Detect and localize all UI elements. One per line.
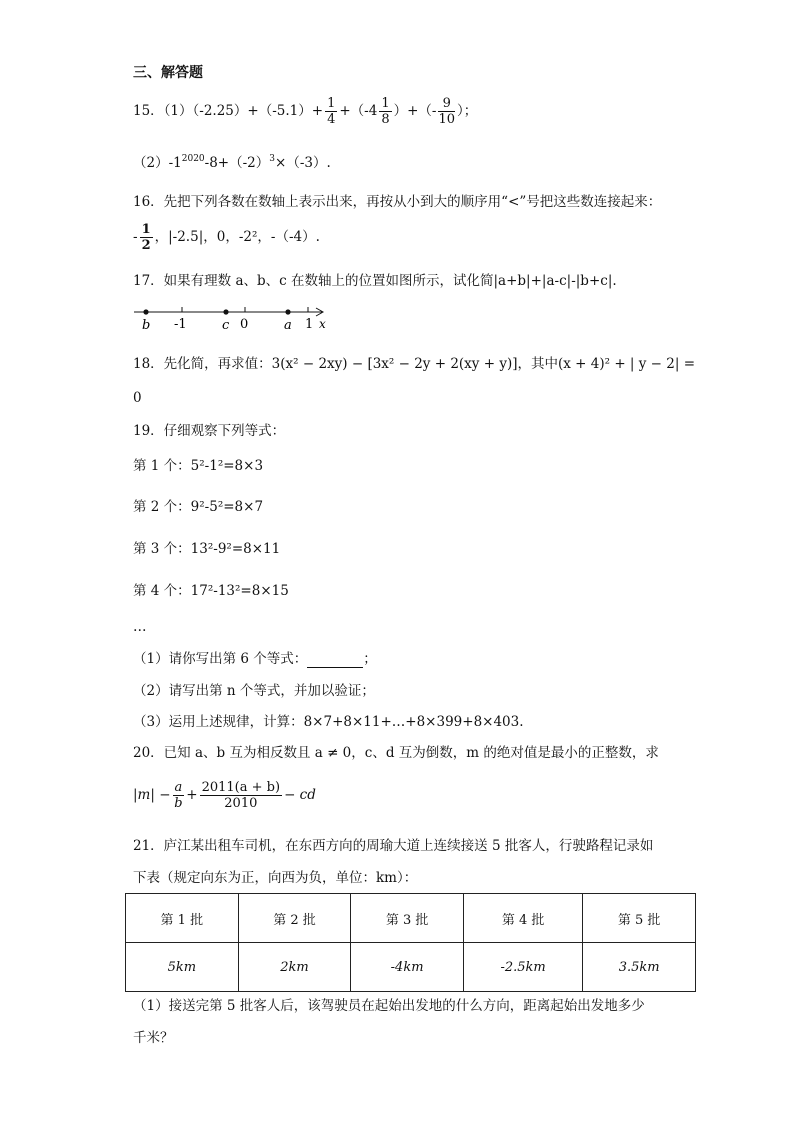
q19-line-4: 第 4 个：17²-13²=8×15 xyxy=(133,583,289,599)
q19-sub3: （3）运用上述规律，计算：8×7+8×11+…+8×399+8×403. xyxy=(133,714,524,730)
label-c: c xyxy=(222,318,230,333)
q21-sub1-line-1: （1）接送完第 5 批客人后，该驾驶员在起始出发地的什么方向，距离起始出发地多少 xyxy=(133,998,645,1014)
q19-ellipsis: … xyxy=(133,619,147,635)
q19-line-2: 第 2 个：9²-5²=8×7 xyxy=(133,499,264,515)
label-zero: 0 xyxy=(240,317,249,332)
q15-part1-c: ）+（- xyxy=(393,103,437,119)
header-cell: 第 4 批 xyxy=(463,894,582,943)
answer-blank[interactable] xyxy=(307,654,363,668)
q17-text: 17．如果有理数 a、b、c 在数轴上的位置如图所示，试化简|a+b|+|a-c|-|b+c|. xyxy=(133,273,617,289)
label-one: 1 xyxy=(305,317,314,332)
q15-part1-a: （1）（-2.25）+（-5.1）+ xyxy=(163,103,324,119)
header-cell: 第 1 批 xyxy=(126,894,239,943)
q17-number-line xyxy=(130,300,340,334)
header-cell: 第 3 批 xyxy=(351,894,464,943)
value-cell: -4km xyxy=(351,943,464,992)
q20-text: 20．已知 a、b 互为相反数且 a ≠ 0，c、d 互为倒数，m 的绝对值是最小的正整数，求 xyxy=(133,745,659,761)
value-cell: 2km xyxy=(238,943,351,992)
q15-fraction-1: $\frac{1}{4}$ xyxy=(327,96,336,127)
label-x: x xyxy=(319,317,326,331)
value-cell: 3.5km xyxy=(583,943,696,992)
q15-part1-b: +（-4 xyxy=(339,103,378,119)
label-minus-one: -1 xyxy=(174,317,187,332)
q20-fraction-2: $\frac{2011(a + b)}{2010}$ xyxy=(201,780,281,811)
q20-expression: |m| − $\frac{a}{b}$ + $\frac{2011(a + b)}{2010}$ − cd xyxy=(133,780,316,811)
q21-line-2: 下表（规定向东为正，向西为负，单位：km）： xyxy=(133,870,418,886)
header-cell: 第 5 批 xyxy=(583,894,696,943)
q15-part1 xyxy=(133,96,477,127)
value-cell: 5km xyxy=(126,943,239,992)
q15-fraction-3: $\frac{9}{10}$ xyxy=(438,96,456,127)
q15-fraction-2: $\frac{1}{8}$ xyxy=(381,96,390,127)
q19-title: 19．仔细观察下列等式： xyxy=(133,423,286,439)
q18-text: 18．先化简，再求值：3(x² − 2xy) − [3x² − 2y + 2(xy + y)]，其中(x + 4)² + | y − 2| = xyxy=(133,356,696,372)
q15-number: 15． xyxy=(133,103,164,119)
section-title: 三、解答题 xyxy=(133,65,203,81)
q16-text: 16．先把下列各数在数轴上表示出来，再按从小到大的顺序用“<”号把这些数连接起来： xyxy=(133,194,662,210)
q15-part2: $(2)-1^{2020}-8+(-2)^3\times(-3)$. xyxy=(133,154,331,171)
table-header-row xyxy=(126,894,696,943)
q21-sub1-line-2: 千米？ xyxy=(133,1030,174,1046)
q19-sub2: （2）请写出第 n 个等式，并加以验证； xyxy=(133,683,375,699)
q21-line-1: 21．庐江某出租车司机，在东西方向的周瑜大道上连续接送 5 批客人，行驶路程记录如 xyxy=(133,838,654,854)
point-b xyxy=(143,309,148,314)
table-row xyxy=(126,943,696,992)
point-c xyxy=(223,309,228,314)
q15-part1-d: ）； xyxy=(457,103,478,119)
q20-fraction-1: $\frac{a}{b}$ xyxy=(174,780,183,811)
label-b: b xyxy=(142,318,151,333)
label-a: a xyxy=(284,318,292,333)
q19-sub1: （1）请你写出第 6 个等式： ； xyxy=(133,651,377,667)
q19-line-3: 第 3 个：13²-9²=8×11 xyxy=(133,541,281,557)
value-cell: -2.5km xyxy=(463,943,582,992)
header-cell: 第 2 批 xyxy=(238,894,351,943)
trip-record-table xyxy=(125,893,696,992)
q16-fraction: $\frac{1}{2}$ xyxy=(141,222,151,253)
point-a xyxy=(285,309,290,314)
q16-numbers: - $\frac{1}{2}$ ，|-2.5|，0，-2²，-（-4）. xyxy=(133,222,320,253)
q18-continuation: 0 xyxy=(133,390,142,406)
q19-line-1: 第 1 个：5²-1²=8×3 xyxy=(133,458,264,474)
